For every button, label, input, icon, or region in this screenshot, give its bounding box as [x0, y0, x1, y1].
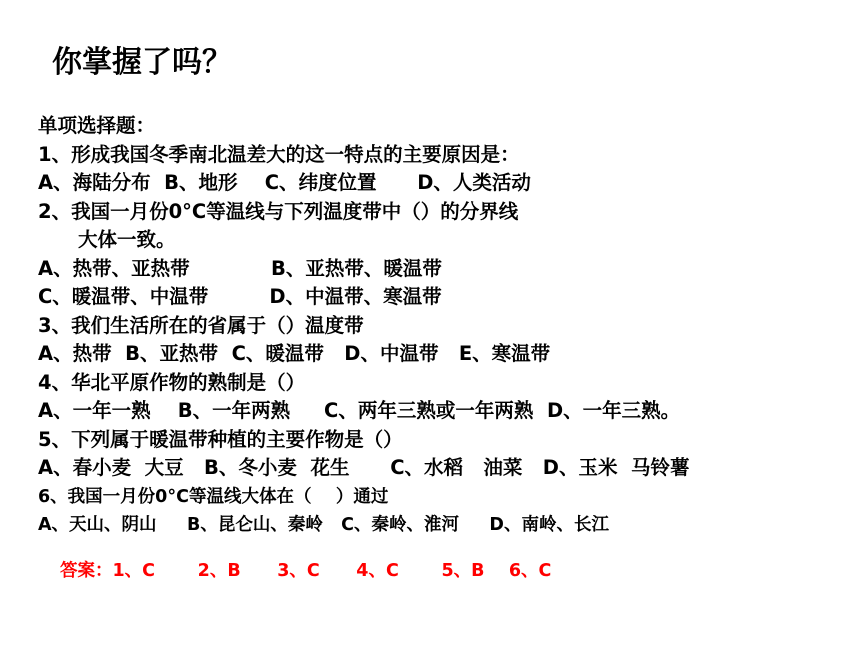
question-1: 1、形成我国冬季南北温差大的这一特点的主要原因是：: [38, 142, 520, 166]
question-6: 6、我国一月份0°C等温线大体在（ ）通过: [38, 486, 389, 507]
question-list: [38, 112, 850, 540]
question-3: 3、我们生活所在的省属于（）温度带: [38, 313, 364, 337]
section-heading: 单项选择题：: [38, 114, 156, 137]
question-5: 5、下列属于暖温带种植的主要作物是（）: [38, 427, 403, 451]
question-5-options: A、春小麦 大豆 B、冬小麦 花生 C、水稻 油菜 D、玉米 马铃薯: [38, 456, 690, 479]
question-2-continued: 大体一致。: [78, 228, 176, 251]
question-2-options-cd: C、暖温带、中温带 D、中温带、寒温带: [38, 285, 442, 308]
question-2-options-ab: A、热带、亚热带 B、亚热带、暖温带: [38, 256, 442, 280]
slide-title: 你掌握了吗？: [52, 45, 232, 80]
answer-key: 答案：1、C 2、B 3、C 4、C 5、B 6、C: [60, 561, 552, 581]
question-3-options: A、热带 B、亚热带 C、暖温带 D、中温带 E、寒温带: [38, 342, 551, 365]
question-6-options: A、天山、阴山 B、昆仑山、秦岭 C、秦岭、淮河 D、南岭、长江: [38, 515, 609, 535]
question-4-options: A、一年一熟 B、一年两熟 C、两年三熟或一年两熟 D、一年三熟。: [38, 399, 681, 422]
question-1-options: A、海陆分布 B、地形 C、纬度位置 D、人类活动: [38, 171, 531, 194]
question-4: 4、华北平原作物的熟制是（）: [38, 370, 306, 394]
question-2: 2、我国一月份0°C等温线与下列温度带中（）的分界线: [38, 199, 519, 223]
